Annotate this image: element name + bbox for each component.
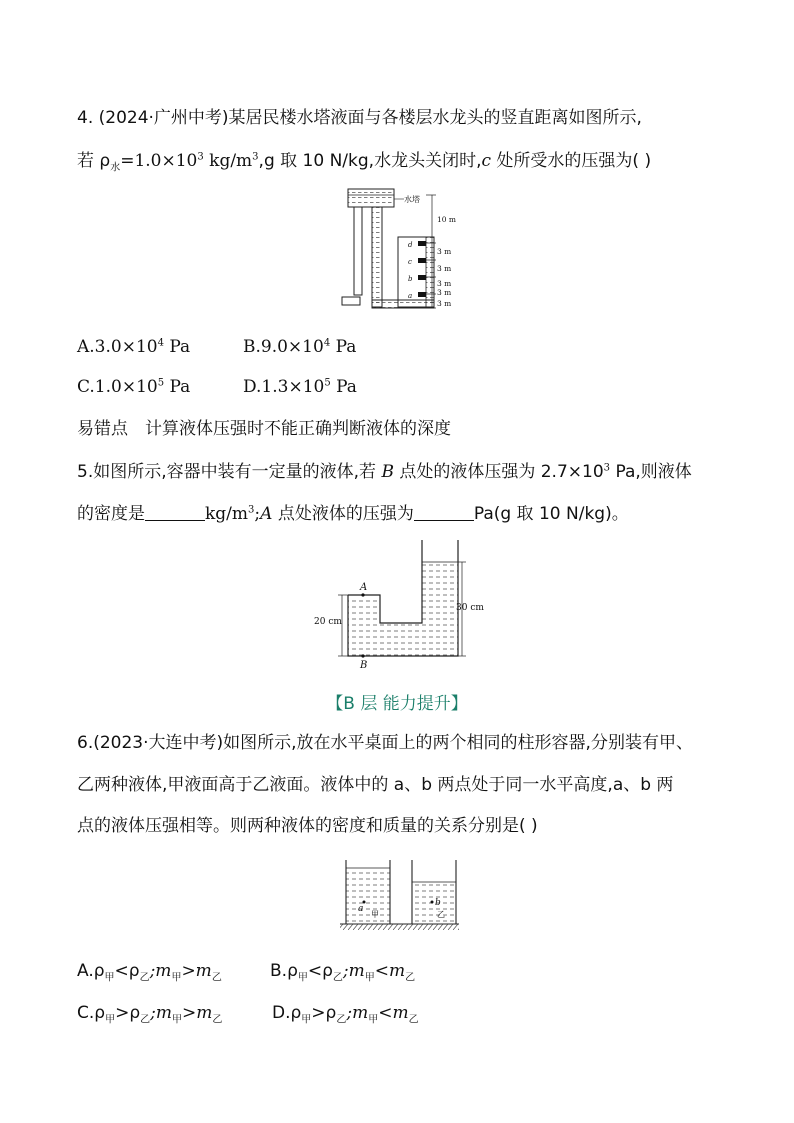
error-point-note: 易错点 计算液体压强时不能正确判断液体的深度 [77, 419, 451, 439]
tap-label-a: a [408, 292, 413, 300]
dim-3m-5: 3 m [437, 299, 452, 308]
density-blank[interactable] [145, 504, 205, 521]
q6-option-b: $B.\rho_甲<\rho_乙;m_甲<m_乙$ [270, 961, 416, 984]
dim-3m-4: 3 m [437, 288, 452, 297]
dim-10m: 10 m [437, 215, 457, 224]
dim-30cm: 30 cm [456, 603, 484, 613]
dim-3m-3: 3 m [437, 279, 452, 288]
u-container-figure [310, 538, 495, 670]
pressure-blank[interactable] [414, 504, 474, 521]
q6-line2: 乙两种液体,甲液面高于乙液面。液体中的 a、b 两点处于同一水平高度,a、b 两 [77, 775, 674, 795]
dim-3m-1: 3 m [437, 247, 452, 256]
q4-line1: 4. (2024·广州中考)某居民楼水塔液面与各楼层水龙头的竖直距离如图所示, [77, 108, 642, 128]
label-jia: 甲 [371, 910, 379, 919]
label-yi: 乙 [437, 910, 445, 919]
label-a-point: a [358, 904, 364, 914]
q4-option-b: $B.9.0\times 10^4$ Pa [243, 337, 357, 357]
q5-line2: 的密度是 $kg/m^3;A$ 点处液体的压强为 Pa(g 取 10 N/kg)。 [77, 504, 629, 524]
section-heading: 【B 层 能力提升】 [326, 694, 468, 714]
water-tower-figure [340, 185, 470, 315]
tower-label: 水塔 [404, 195, 420, 204]
two-containers-figure [338, 858, 460, 936]
q6-option-d: $D.\rho_甲>\rho_乙;m_甲<m_乙$ [272, 1003, 419, 1026]
dim-3m-2: 3 m [437, 264, 452, 273]
q6-line1: 6.(2023·大连中考)如图所示,放在水平桌面上的两个相同的柱形容器,分别装有甲、 [77, 733, 693, 753]
dim-20cm: 20 cm [314, 617, 342, 627]
q4-option-d: $D.1.3\times 10^5$ Pa [243, 377, 357, 397]
q6-line3: 点的液体压强相等。则两种液体的密度和质量的关系分别是( ) [77, 816, 538, 836]
label-a: A [360, 582, 368, 593]
q4-option-a: $A.3.0\times 10^4$ Pa [77, 337, 191, 357]
tap-label-d: d [408, 241, 413, 249]
q6-option-a: $A.\rho_甲<\rho_乙;m_甲>m_乙$ [77, 961, 222, 984]
label-b: B [360, 660, 368, 671]
label-b-point: b [435, 898, 441, 908]
q6-option-c: $C.\rho_甲>\rho_乙;m_甲>m_乙$ [77, 1003, 223, 1026]
q5-line1: 5.如图所示,容器中装有一定量的液体,若 B 点处的液体压强为 $2.7\times 10^3$ Pa,则液体 [77, 462, 692, 482]
tap-label-b: b [408, 275, 413, 283]
tap-label-c: c [408, 258, 412, 266]
q4-line2: 若 $\rho_水=1.0\times 10^3$ $kg/m^3,g$ 取 10 N/kg,水龙头关闭时,c 处所受水的压强为( ) [77, 151, 652, 174]
q4-option-c: $C.1.0\times 10^5$ Pa [77, 377, 191, 397]
